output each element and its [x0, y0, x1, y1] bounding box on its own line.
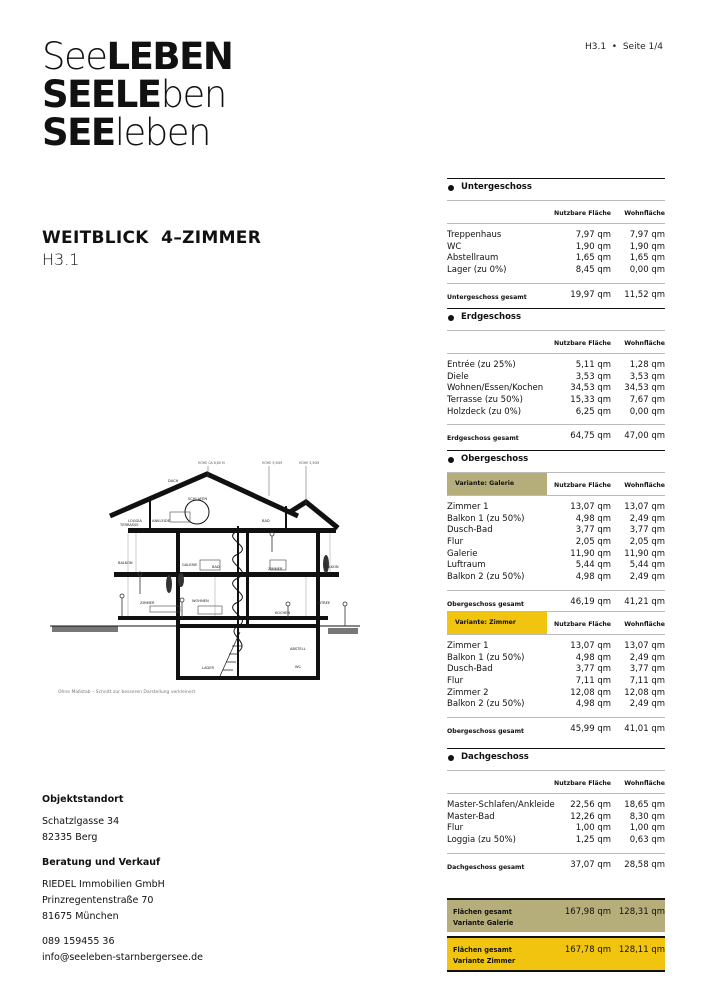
height-label-1: HÖHE CA 8,80 M — [198, 461, 225, 465]
row-nutzbare-flaeche: 22,56 qm — [570, 800, 611, 810]
building-section-drawing — [40, 456, 365, 690]
sales-phone: 089 159455 36 — [42, 936, 115, 947]
table-row — [447, 835, 665, 847]
label-abstell: ABSTELL — [290, 647, 306, 651]
label-dach: DACH — [168, 479, 179, 483]
row-nutzbare-flaeche: 4,98 qm — [575, 572, 611, 583]
bullet-icon — [448, 755, 454, 761]
basement-walls — [178, 626, 318, 678]
table-row — [447, 699, 665, 711]
table-row — [447, 502, 665, 514]
row-nutzbare-flaeche: 3,53 qm — [575, 371, 611, 382]
drawing-caption: Ohne Maßstab – Schnitt zur besseren Darstellung verkleinert — [58, 690, 196, 695]
rows-variant-galerie — [447, 495, 665, 584]
total-variant-zimmer: Obergeschoss gesamt 45,99 qm 41,01 qm — [447, 717, 665, 738]
sales-city: 81675 München — [42, 911, 119, 922]
table-row — [447, 653, 665, 665]
row-wohnflaeche: 3,77 qm — [629, 664, 665, 675]
row-wohnflaeche: 1,28 qm — [629, 360, 665, 370]
row-wohnflaeche: 7,67 qm — [629, 395, 665, 406]
table-row — [447, 242, 665, 254]
row-wohnflaeche: 2,49 qm — [629, 572, 665, 583]
row-label: Balkon 2 (zu 50%) — [447, 572, 525, 583]
row-wohnflaeche: 8,30 qm — [629, 811, 665, 822]
row-nutzbare-flaeche: 4,98 qm — [575, 513, 611, 524]
row-nutzbare-flaeche: 13,07 qm — [570, 502, 611, 512]
total-variant-galerie: Obergeschoss gesamt 46,19 qm 41,21 qm — [447, 590, 665, 611]
label-galerie: GALERIE — [182, 563, 198, 567]
row-nutzbare-flaeche: 12,08 qm — [570, 687, 611, 698]
spiral-stair — [233, 526, 243, 676]
row-wohnflaeche: 3,77 qm — [629, 525, 665, 536]
row-wohnflaeche: 0,63 qm — [629, 835, 665, 846]
table-row — [447, 372, 665, 384]
rows-untergeschoss — [447, 223, 665, 277]
row-wohnflaeche: 13,07 qm — [624, 502, 665, 512]
table-row — [447, 395, 665, 407]
row-nutzbare-flaeche: 6,25 qm — [575, 406, 611, 417]
row-label: Balkon 1 (zu 50%) — [447, 513, 525, 524]
bullet-icon — [448, 457, 454, 463]
row-label: Dusch-Bad — [447, 525, 493, 536]
section-title: Dachgeschoss — [461, 752, 529, 762]
table-row — [447, 560, 665, 572]
location-street: Schatzlgasse 34 — [42, 816, 120, 827]
section-title: Untergeschoss — [461, 182, 532, 192]
label-zimmer: ZIMMER — [268, 567, 283, 571]
row-nutzbare-flaeche: 3,77 qm — [575, 664, 611, 675]
label-schlafen: SCHLAFEN — [188, 497, 208, 501]
row-nutzbare-flaeche: 1,65 qm — [575, 253, 611, 264]
row-nutzbare-flaeche: 12,26 qm — [570, 811, 611, 822]
row-wohnflaeche: 0,00 qm — [629, 265, 665, 276]
row-wohnflaeche: 34,53 qm — [624, 383, 665, 394]
sales-block — [42, 855, 203, 966]
row-nutzbare-flaeche: 1,90 qm — [575, 241, 611, 252]
label-kochen: KOCHEN — [275, 611, 291, 615]
row-label: WC — [447, 241, 462, 252]
label-loggia: LOGGIA — [128, 519, 142, 523]
section-untergeschoss — [447, 178, 665, 304]
total-dachgeschoss: Dachgeschoss gesamt 37,07 qm 28,58 qm — [447, 853, 665, 874]
table-row — [447, 572, 665, 584]
row-label: Loggia (zu 50%) — [447, 835, 516, 846]
row-label: Luftraum — [447, 560, 486, 571]
row-label: Master-Bad — [447, 811, 495, 822]
row-wohnflaeche: 13,07 qm — [624, 640, 665, 651]
logo-line-2: SEELEben — [42, 73, 226, 116]
label-balkon-1: BALKON — [118, 561, 133, 565]
table-row — [447, 688, 665, 700]
row-label: Galerie — [447, 548, 478, 559]
brand-logo — [42, 35, 233, 154]
row-nutzbare-flaeche: 4,98 qm — [575, 699, 611, 710]
label-wohnen: WOHNEN — [192, 599, 209, 603]
row-wohnflaeche: 1,65 qm — [629, 253, 665, 264]
height-label-2: HÖHE 5,50M — [262, 461, 283, 465]
row-nutzbare-flaeche: 5,11 qm — [575, 360, 611, 370]
row-label: Master-Schlafen/Ankleide — [447, 800, 555, 810]
sales-email: info@seeleben-starnbergersee.de — [42, 952, 203, 963]
row-label: Zimmer 1 — [447, 502, 489, 512]
row-wohnflaeche: 7,11 qm — [629, 675, 665, 686]
row-label: Flur — [447, 537, 464, 548]
variant-galerie-badge: Variante: Galerie — [447, 473, 547, 495]
row-nutzbare-flaeche: 34,53 qm — [570, 383, 611, 394]
table-row — [447, 812, 665, 824]
table-row — [447, 537, 665, 549]
row-nutzbare-flaeche: 5,44 qm — [575, 560, 611, 571]
row-nutzbare-flaeche: 1,25 qm — [575, 835, 611, 846]
table-row — [447, 549, 665, 561]
row-nutzbare-flaeche: 1,00 qm — [575, 823, 611, 834]
location-block — [42, 792, 123, 846]
row-wohnflaeche: 11,90 qm — [624, 548, 665, 559]
table-row — [447, 265, 665, 277]
section-obergeschoss: Obergeschoss Variante: Galerie Nutzbare Fläche Wohnfläche Zimmer 1 13,07 qm 13,07 qm Balkon 1 (zu 50%) 4,98 qm 2,49 qm Dusch-Bad 3,77 qm 3,77 qm Flur 2,05 qm 2,05 qm Galerie 11,90 qm 11,90 qm Luftraum 5,44 qm 5,44 qm Balkon 2 (zu 50%) 4,98 qm 2,49 qm Obergeschoss gesamt 46,19 qm 41,21 qm Variante: Zimmer Nutzbare Fläche Wohnfläche Zimmer 1 13,07 qm 13,07 qm Balkon 1 (zu 50%) 4,98 qm 2,49 qm Dusch-Bad 3,77 qm 3,77 qm Flur 7,11 qm 7,11 qm Zimmer 2 12,08 qm 12,08 qm Balkon 2 (zu 50%) 4,98 qm 2,49 qm Obergeschoss gesamt 45,99 qm 41,01 qm — [447, 450, 665, 738]
ground-right — [328, 628, 358, 634]
row-wohnflaeche: 12,08 qm — [624, 687, 665, 698]
sales-street: Prinzregentenstraße 70 — [42, 895, 154, 906]
label-essen: ESSEN — [198, 617, 210, 621]
label-terrasse: TERRASSE — [120, 523, 139, 527]
summary-galerie: Flächen gesamt Variante Galerie 167,98 qm 128,31 qm — [447, 898, 665, 932]
row-nutzbare-flaeche: 4,98 qm — [575, 652, 611, 663]
total-untergeschoss: Untergeschoss gesamt 19,97 qm 11,52 qm — [447, 283, 665, 304]
label-bad-og: BAD — [212, 565, 220, 569]
table-row — [447, 407, 665, 419]
table-row — [447, 230, 665, 242]
row-wohnflaeche: 1,90 qm — [629, 241, 665, 252]
col-wohn: Wohnfläche — [624, 340, 665, 347]
row-label: Flur — [447, 675, 464, 686]
row-label: Wohnen/Essen/Kochen — [447, 383, 544, 394]
unit-title: WEITBLICK 4–ZIMMER — [42, 228, 262, 248]
row-wohnflaeche: 2,49 qm — [629, 699, 665, 710]
row-label: Zimmer 1 — [447, 640, 489, 651]
row-label: Treppenhaus — [447, 230, 502, 240]
variant-zimmer-badge: Variante: Zimmer — [447, 612, 547, 634]
bullet-icon — [448, 315, 454, 321]
row-label: Balkon 1 (zu 50%) — [447, 652, 525, 663]
rows-erdgeschoss — [447, 353, 665, 418]
section-title: Erdgeschoss — [461, 312, 522, 322]
row-nutzbare-flaeche: 7,11 qm — [575, 675, 611, 686]
logo-line-1: SeeLEBEN — [42, 35, 233, 78]
row-wohnflaeche: 2,49 qm — [629, 652, 665, 663]
rows-dachgeschoss — [447, 793, 665, 847]
section-dachgeschoss: Dachgeschoss Nutzbare Fläche Wohnfläche Master-Schlafen/Ankleide 22,56 qm 18,65 qm Master-Bad 12,26 qm 8,30 qm Flur 1,00 qm 1,00 qm Loggia (zu 50%) 1,25 qm 0,63 qm Dachgeschoss gesamt 37,07 qm 28,58 qm — [447, 748, 665, 874]
total-erdgeschoss: Erdgeschoss gesamt 64,75 qm 47,00 qm — [447, 424, 665, 445]
row-wohnflaeche: 1,00 qm — [629, 823, 665, 834]
row-label: Entrée (zu 25%) — [447, 360, 516, 370]
location-city: 82335 Berg — [42, 832, 98, 843]
table-row — [447, 676, 665, 688]
table-row — [447, 823, 665, 835]
table-row — [447, 383, 665, 395]
col-nutzbar: Nutzbare Fläche — [554, 210, 611, 217]
label-zimmer-2: ZIMMER — [140, 601, 155, 605]
section-title: Obergeschoss — [461, 454, 529, 464]
table-row — [447, 664, 665, 676]
label-ankleide: ANKLEIDE — [152, 519, 170, 523]
row-wohnflaeche: 5,44 qm — [629, 560, 665, 571]
row-nutzbare-flaeche: 15,33 qm — [570, 395, 611, 406]
summary-zimmer: Flächen gesamt Variante Zimmer 167,78 qm 128,11 qm — [447, 936, 665, 972]
bullet-icon — [448, 185, 454, 191]
label-wc: WC — [295, 665, 302, 669]
unit-code: H3.1 — [42, 250, 80, 269]
row-nutzbare-flaeche: 2,05 qm — [575, 537, 611, 548]
table-row — [447, 253, 665, 265]
row-nutzbare-flaeche: 8,45 qm — [575, 265, 611, 276]
row-label: Flur — [447, 823, 464, 834]
table-row — [447, 800, 665, 812]
row-wohnflaeche: 2,05 qm — [629, 537, 665, 548]
row-wohnflaeche: 7,97 qm — [629, 230, 665, 240]
row-wohnflaeche: 2,49 qm — [629, 513, 665, 524]
table-row — [447, 360, 665, 372]
row-label: Terrasse (zu 50%) — [447, 395, 523, 406]
label-bad-dg: BAD — [262, 519, 270, 523]
row-nutzbare-flaeche: 7,97 qm — [575, 230, 611, 240]
col-wohn: Wohnfläche — [624, 210, 665, 217]
row-label: Abstellraum — [447, 253, 499, 264]
location-heading: Objektstandort — [42, 794, 124, 805]
row-wohnflaeche: 18,65 qm — [624, 800, 665, 810]
sales-heading: Beratung und Verkauf — [42, 857, 161, 868]
table-row — [447, 525, 665, 537]
row-nutzbare-flaeche: 13,07 qm — [570, 640, 611, 651]
page-info: H3.1 • Seite 1/4 — [585, 42, 663, 52]
row-label: Holzdeck (zu 0%) — [447, 406, 522, 417]
height-label-3: HÖHE 5,50M — [299, 461, 320, 465]
row-nutzbare-flaeche: 11,90 qm — [570, 548, 611, 559]
row-label: Zimmer 2 — [447, 687, 489, 698]
logo-line-3: SEEleben — [42, 111, 210, 154]
row-nutzbare-flaeche: 3,77 qm — [575, 525, 611, 536]
row-wohnflaeche: 3,53 qm — [629, 371, 665, 382]
row-label: Lager (zu 0%) — [447, 265, 507, 276]
rows-variant-zimmer — [447, 634, 665, 711]
table-row — [447, 641, 665, 653]
table-row — [447, 514, 665, 526]
col-nutzbar: Nutzbare Fläche — [554, 340, 611, 347]
row-wohnflaeche: 0,00 qm — [629, 406, 665, 417]
sales-company: RIEDEL Immobilien GmbH — [42, 879, 165, 890]
row-label: Balkon 2 (zu 50%) — [447, 699, 525, 710]
label-entree: ENTREE — [316, 601, 331, 605]
section-erdgeschoss — [447, 308, 665, 445]
ground-left — [52, 626, 118, 632]
label-lager: LAGER — [202, 666, 215, 670]
label-balkon-2: BALKON — [324, 565, 339, 569]
row-label: Diele — [447, 371, 469, 382]
row-label: Dusch-Bad — [447, 664, 493, 675]
